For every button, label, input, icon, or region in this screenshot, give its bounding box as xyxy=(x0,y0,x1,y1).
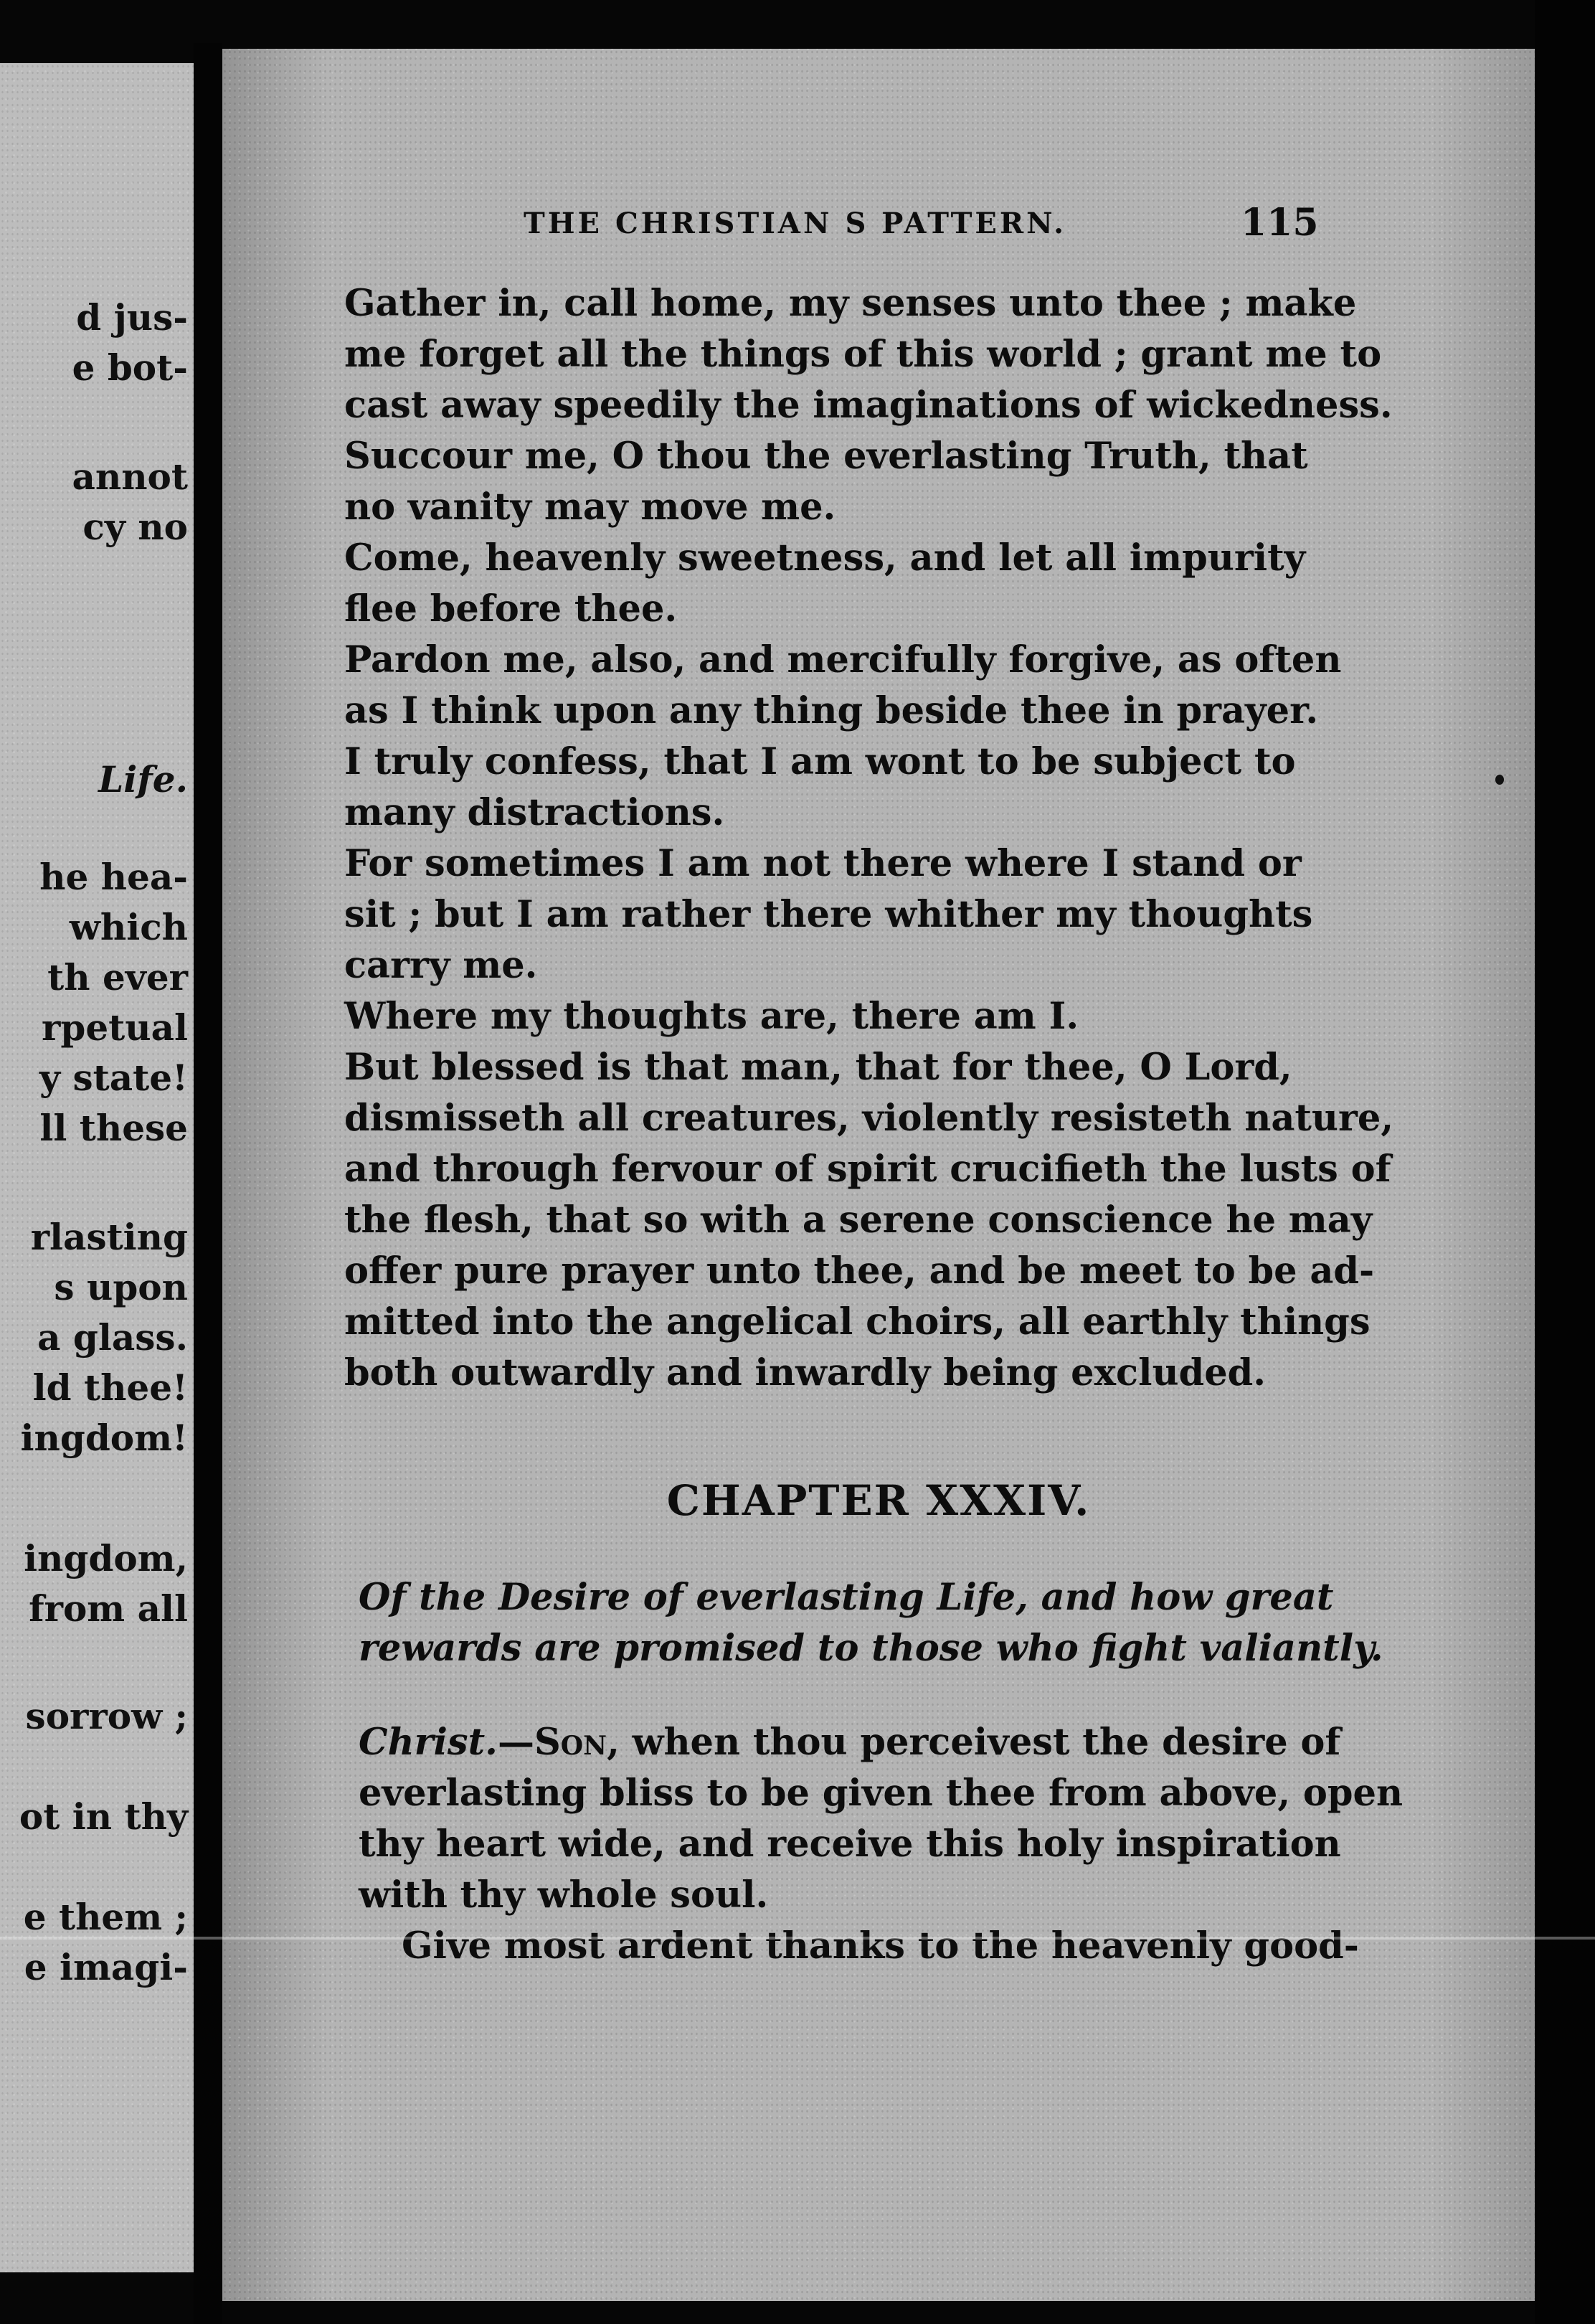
text-line: Gather in, call home, my senses unto thee ; make xyxy=(344,282,1357,325)
fragment-line: sorrow ; xyxy=(25,1695,188,1737)
fragment-line: which xyxy=(69,906,188,948)
running-head: THE CHRISTIAN S PATTERN. xyxy=(524,207,1067,240)
chapter-heading: CHAPTER XXXIV. xyxy=(666,1476,1091,1525)
page-number: 115 xyxy=(1241,201,1319,245)
em-dash: — xyxy=(497,1721,534,1764)
previous-page-fragment xyxy=(0,63,194,2272)
fragment-line: he hea- xyxy=(39,856,188,898)
text-line: Come, heavenly sweetness, and let all impurity xyxy=(344,537,1306,580)
fragment-line: a glass. xyxy=(37,1316,188,1359)
text-line: flee before thee. xyxy=(344,587,678,630)
text-line: offer pure prayer unto thee, and be meet to be ad- xyxy=(344,1250,1375,1293)
text-line: everlasting bliss to be given thee from above, open xyxy=(359,1772,1404,1815)
book-gutter xyxy=(194,43,222,2324)
text-line: thy heart wide, and receive this holy inspiration xyxy=(359,1823,1341,1866)
fragment-line: cy no xyxy=(82,506,188,548)
speaker-name: Christ. xyxy=(359,1721,498,1764)
text-line: with thy whole soul. xyxy=(359,1874,769,1917)
fragment-line: d jus- xyxy=(76,296,188,339)
text-line: Succour me, O thou the everlasting Truth, that xyxy=(344,435,1308,478)
fragment-line: ld thee! xyxy=(32,1366,188,1409)
fragment-line: e bot- xyxy=(72,346,188,389)
fragment-line: e imagi- xyxy=(24,1946,188,1988)
text-line: and through fervour of spirit crucifieth the lusts of xyxy=(344,1148,1391,1191)
text-line: Where my thoughts are, there am I. xyxy=(344,995,1079,1038)
text-line: I truly confess, that I am wont to be subject to xyxy=(344,740,1296,783)
text-line: the flesh, that so with a serene conscience he may xyxy=(344,1199,1373,1242)
fragment-line: ot in thy xyxy=(19,1795,188,1838)
fragment-line: e them ; xyxy=(23,1896,188,1938)
text-line: Give most ardent thanks to the heavenly good- xyxy=(402,1924,1359,1968)
text-line: no vanity may move me. xyxy=(344,486,836,529)
fragment-line: y state! xyxy=(39,1057,188,1099)
scan-artifact-line xyxy=(0,1937,1595,1940)
fragment-line: th ever xyxy=(47,956,188,998)
scan-border xyxy=(1535,0,1595,2324)
text-line: me forget all the things of this world ; grant me to xyxy=(344,333,1382,376)
text-line: sit ; but I am rather there whither my thoughts xyxy=(344,893,1313,936)
fragment-line: rpetual xyxy=(42,1006,188,1049)
fragment-line: Life. xyxy=(98,758,188,800)
fragment-line: annot xyxy=(72,455,188,498)
fragment-line: from all xyxy=(29,1587,188,1630)
addressee: Son xyxy=(534,1721,607,1764)
text-line: mitted into the angelical choirs, all earthly things xyxy=(344,1300,1371,1343)
text-line: both outwardly and inwardly being excluded. xyxy=(344,1351,1267,1394)
chapter-title-line: rewards are promised to those who fight valiantly. xyxy=(359,1627,1383,1670)
text-line: carry me. xyxy=(344,944,538,987)
text-line: cast away speedily the imaginations of wickedness. xyxy=(344,384,1393,427)
fragment-line: rlasting xyxy=(30,1216,188,1258)
chapter-title xyxy=(359,1572,1477,1674)
fragment-line: ll these xyxy=(39,1107,188,1149)
fragment-line: ingdom, xyxy=(24,1537,188,1579)
text-line: many distractions. xyxy=(344,791,725,834)
fragment-line: ingdom! xyxy=(20,1417,188,1459)
text-line: dismisseth all creatures, violently resisteth nature, xyxy=(344,1097,1394,1140)
body-text xyxy=(344,278,1463,1399)
text-line: For sometimes I am not there where I stand or xyxy=(344,842,1302,885)
dialogue-first-line xyxy=(359,1717,1485,1768)
fragment-line: s upon xyxy=(54,1266,188,1308)
page-115 xyxy=(222,49,1535,2301)
chapter-title-line: Of the Desire of everlasting Life, and how great xyxy=(359,1576,1334,1619)
text-line: But blessed is that man, that for thee, O Lord, xyxy=(344,1046,1292,1089)
text-line: as I think upon any thing beside thee in prayer. xyxy=(344,689,1319,732)
ink-speck xyxy=(1495,775,1504,785)
first-line-rest: , when thou perceivest the desire of xyxy=(607,1721,1341,1764)
dialogue-text xyxy=(359,1717,1485,1972)
text-line: Pardon me, also, and mercifully forgive, as often xyxy=(344,638,1342,681)
